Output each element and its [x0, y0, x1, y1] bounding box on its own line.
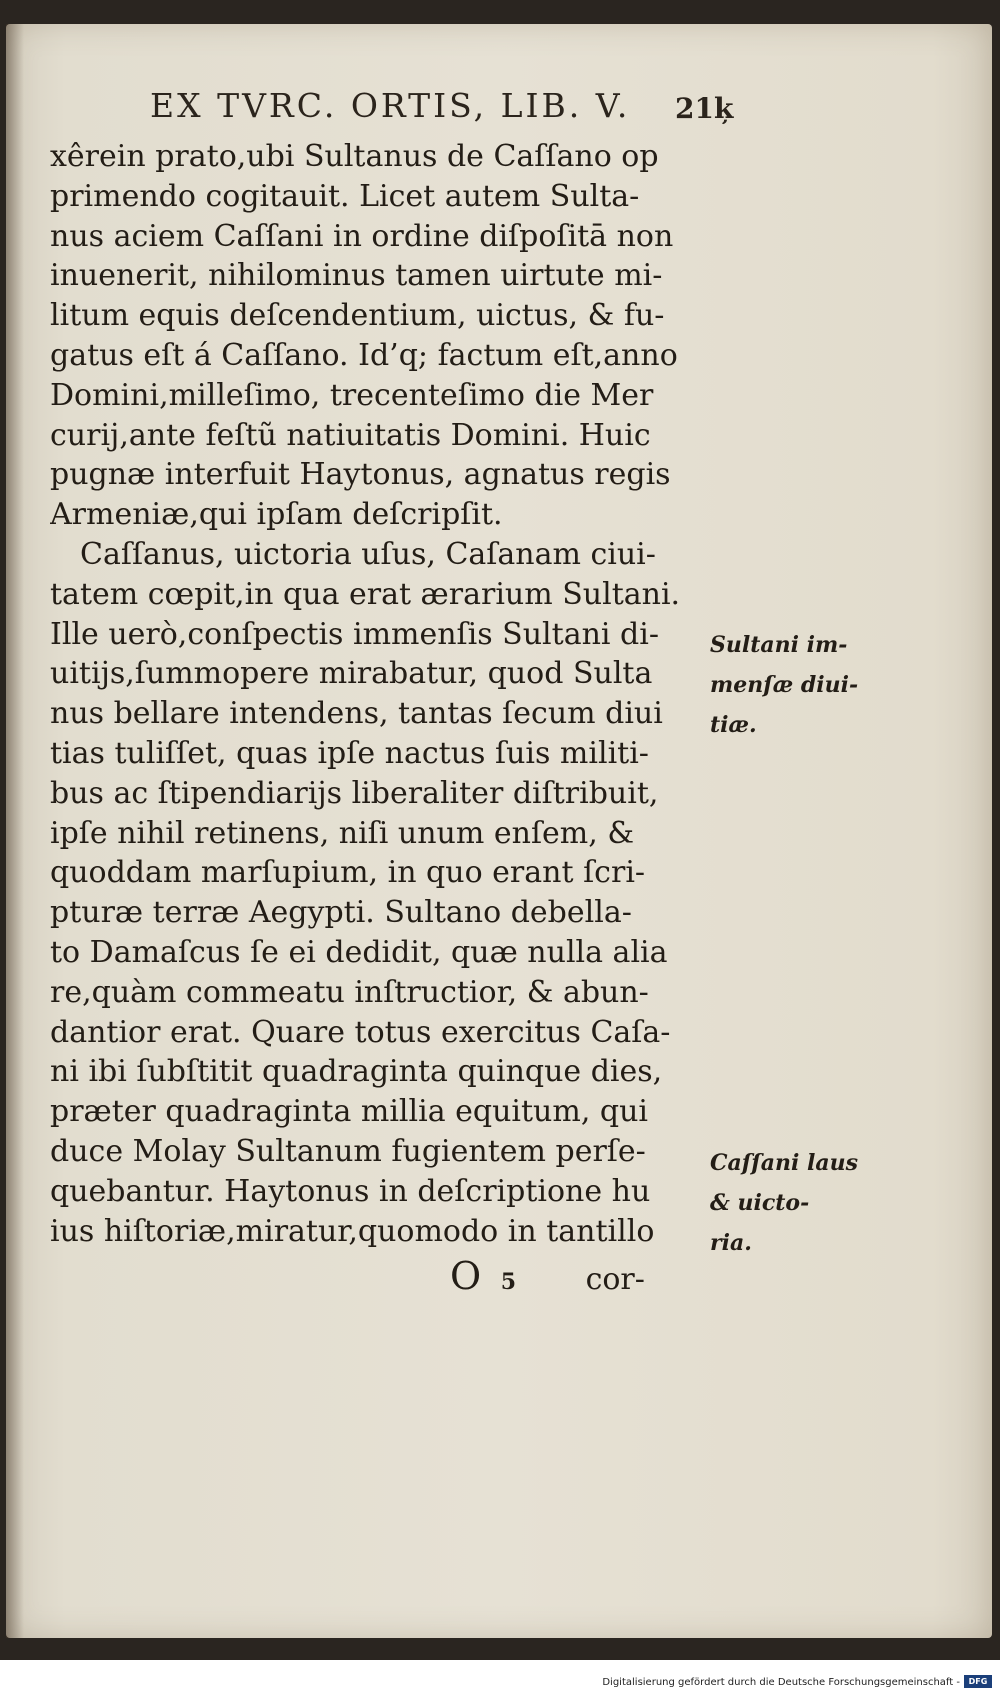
text-line: dantior erat. Quare totus exercitus Caſa- [50, 1014, 671, 1050]
marginal-line: tiæ. [710, 712, 757, 738]
gutter-shadow [6, 24, 24, 1638]
text-line: Domini,milleſimo, trecenteſimo die Mer [50, 377, 654, 413]
text-line: pugnæ interfuit Haytonus, agnatus regis [50, 457, 671, 493]
text-line: bus ac ſtipendiarijs liberaliter diſtribuit, [50, 775, 659, 811]
text-line: nus aciem Caſſani in ordine diſpoſitā non [50, 218, 674, 254]
text-line: tatem cœpit,in qua erat ærarium Sultani. [50, 576, 681, 612]
marginal-line: Sultani im- [710, 632, 848, 658]
catchword-line [450, 1254, 710, 1298]
text-line: duce Molay Sultanum fugientem perſe- [50, 1133, 646, 1169]
text-line: litum equis deſcendentium, uictus, & fu- [50, 298, 665, 334]
text-line: ipſe nihil retinens, niſi unum enſem, & [50, 815, 635, 851]
marginal-line: menſæ diui- [710, 672, 859, 698]
text-line: nus bellare intendens, tantas ſecum diui [50, 696, 663, 732]
text-line: Caſſanus, uictoria uſus, Caſanam ciui- [50, 536, 656, 572]
marginal-note-sultan-treasure [710, 625, 870, 745]
marginal-line: & uicto- [710, 1190, 810, 1216]
text-line: inuenerit, nihilominus tamen uirtute mi- [50, 258, 663, 294]
catchword: cor- [585, 1262, 645, 1297]
text-line: ius hiſtoriæ,miratur,quomodo in tantillo [50, 1213, 655, 1249]
running-title: EX TVRC. ORTIS, LIB. V. [150, 86, 631, 125]
text-line: præter quadraginta millia equitum, qui [50, 1094, 649, 1130]
marginal-note-cassan-victory [710, 1143, 870, 1263]
text-line: ni ibi ſubſtitit quadraginta quinque dies, [50, 1054, 663, 1090]
text-line: uitijs,ſummopere mirabatur, quod Sulta [50, 656, 653, 692]
text-line: gatus eſt á Caſſano. Id’q; factum eſt,anno [50, 337, 678, 373]
text-line: quebantur. Haytonus in deſcriptione hu [50, 1173, 651, 1209]
digitization-credit: Digitalisierung gefördert durch die Deutsche Forschungsgemeinschaft - [602, 1677, 960, 1688]
text-line: Armeniæ,qui ipſam deſcripſit. [50, 497, 503, 533]
page-number: 21ķ [675, 92, 734, 125]
text-line: primendo cogitauit. Licet autem Sulta- [50, 178, 640, 214]
text-line: curij,ante feſtũ natiuitatis Domini. Huic [50, 417, 651, 453]
signature-mark: O [450, 1254, 482, 1298]
signature-number: 5 [500, 1269, 517, 1295]
text-line: re,quàm commeatu inſtructior, & abun- [50, 974, 649, 1010]
text-line: quoddam marſupium, in quo erant ſcri- [50, 855, 646, 891]
text-line: Ille uerò,conſpectis immenſis Sultani di- [50, 616, 659, 652]
marginal-line: ria. [710, 1230, 752, 1256]
text-line: tias tuliſſet, quas ipſe nactus ſuis militi- [50, 735, 649, 771]
text-line: xêrein prato,ubi Sultanus de Caſſano op [50, 139, 659, 174]
text-line: pturæ terræ Aegypti. Sultano debella- [50, 895, 632, 931]
dfg-logo: DFG [964, 1675, 992, 1688]
text-line: to Damaſcus ſe ei dedidit, quæ nulla alia [50, 934, 668, 970]
body-text [50, 137, 720, 1251]
marginal-line: Caſſani laus [710, 1150, 858, 1176]
